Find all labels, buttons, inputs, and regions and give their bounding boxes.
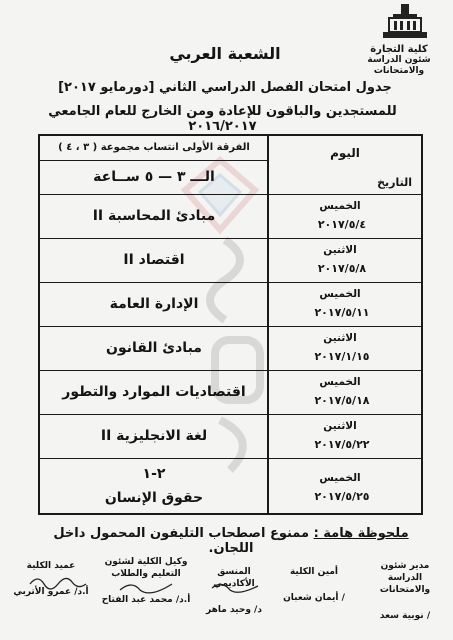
table-row-section: ٢-١ — [142, 466, 166, 482]
signature-title: أمين الكلية — [289, 567, 339, 577]
table-row-subject: الإدارة العامة — [109, 296, 199, 312]
table-row-subject: حقوق الإنسان — [104, 490, 204, 506]
column-header-date: التاريخ — [377, 176, 412, 189]
table-row-subject: مبادئ المحاسبة II — [92, 208, 216, 224]
table-divider — [40, 458, 421, 459]
signature-title: عميد الكلية — [26, 561, 76, 571]
exam-table — [38, 134, 423, 515]
table-row-day: الاثنين — [323, 332, 357, 344]
table-row-day: الخميس — [319, 288, 361, 300]
office-name: شئون الدراسة والامتحانات — [367, 55, 431, 76]
group-header: الفرقة الأولى انتساب مجموعة ( ٣ ، ٤ ) — [58, 142, 250, 153]
handwritten-signature-icon — [28, 574, 88, 590]
signature-title: وكيل الكلية لشئون التعليم والطلاب — [104, 557, 188, 579]
table-divider — [40, 238, 421, 239]
schedule-title-line1: جدول امتحان الفصل الدراسي الثاني [دورمايو ٢٠١٧] — [58, 80, 392, 95]
table-row-subject: اقتصاد II — [123, 252, 185, 268]
table-row-day: الاثنين — [323, 420, 357, 432]
table-row-day: الاثنين — [323, 244, 357, 256]
table-row-date: ٢٠١٧/٥/٤ — [317, 218, 367, 231]
column-header-day: اليوم — [330, 146, 360, 160]
signature-name: أ.د/ عمرو الأتربي — [13, 587, 89, 597]
table-row-subject: لغة الانجليزية II — [100, 428, 208, 444]
table-row-day: الخميس — [319, 200, 361, 212]
table-divider — [40, 160, 267, 161]
table-divider — [40, 326, 421, 327]
table-row-subject: اقتصاديات الموارد والتطور — [62, 384, 246, 400]
signature-title: مدير شئون الدراسة والامتحانات — [379, 561, 431, 595]
table-row-day: الخميس — [319, 472, 361, 484]
schedule-title-line2: للمستجدين والباقون للإعادة ومن الخارج للعام الجامعي ٢٠١٦/٢٠١٧ — [48, 104, 397, 134]
handwritten-signature-icon — [118, 580, 174, 594]
section-title: الشعبة العربي — [169, 44, 281, 63]
signature-block — [362, 560, 448, 622]
table-row-date: ٢٠١٧/٥/٨ — [317, 262, 367, 275]
table-divider — [40, 282, 421, 283]
signature-name: أ.د/ محمد عبد الفتاح — [101, 595, 191, 605]
signature-name: د/ وحيد ماهر — [206, 605, 262, 615]
table-divider — [40, 194, 421, 195]
handwritten-signature-icon — [210, 580, 260, 594]
table-row-day: الخميس — [319, 376, 361, 388]
table-row-date: ٢٠١٧/٥/٢٢ — [314, 438, 370, 451]
note-text: ممنوع اصطحاب التليفون المحمول داخل اللجان. — [53, 526, 310, 556]
table-row-date: ٢٠١٧/٥/١٨ — [314, 394, 370, 407]
college-name: كلية التجارة — [370, 44, 428, 55]
signature-name: / نوبية سعد — [379, 611, 431, 621]
university-logo-icon — [375, 2, 435, 42]
note-label: ملحوظة هامة : — [313, 526, 409, 541]
table-column-divider — [267, 136, 269, 513]
signature-name: / أيمان شعبان — [283, 593, 345, 603]
signature-block — [272, 566, 356, 604]
important-note — [36, 526, 426, 556]
time-header: الـــ ٣ — ٥ ســاعة — [93, 169, 215, 185]
table-row-date: ٢٠١٧/٥/٢٥ — [314, 490, 370, 503]
signature-title: المنسق الأكاديمي — [213, 567, 255, 589]
table-row-date: ٢٠١٧/١/١٥ — [314, 350, 370, 363]
table-divider — [40, 370, 421, 371]
table-row-date: ٢٠١٧/٥/١١ — [314, 306, 370, 319]
college-name-block — [353, 44, 445, 77]
table-row-subject: مبادئ القانون — [106, 340, 202, 356]
table-divider — [40, 414, 421, 415]
